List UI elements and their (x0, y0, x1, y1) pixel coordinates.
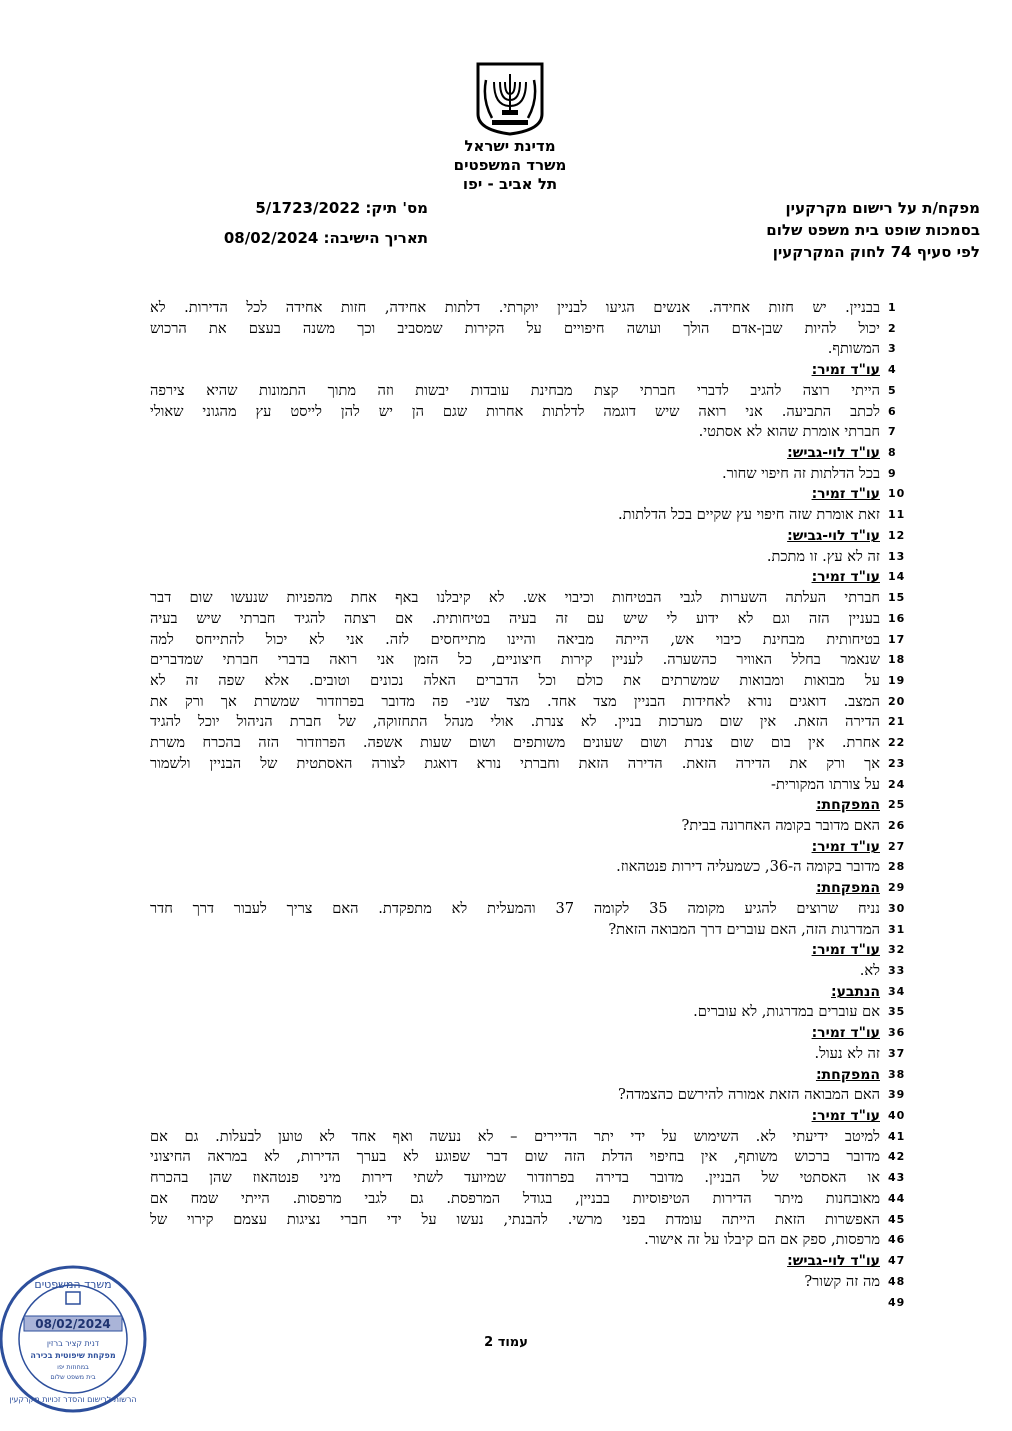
transcript-line (150, 961, 910, 982)
transcript-line (150, 609, 910, 630)
line-number: 16 (888, 611, 906, 625)
line-number: 48 (888, 1274, 906, 1288)
line-number: 18 (888, 653, 906, 667)
state-emblem-icon (472, 60, 548, 136)
speaker-line (150, 982, 880, 1003)
transcript-line (150, 982, 910, 1003)
transcript-line (150, 775, 910, 796)
speaker-label: עו"ד זמיר: (811, 942, 880, 959)
transcript-line (150, 547, 910, 568)
transcript-body (150, 298, 910, 1313)
speaker-line (150, 567, 880, 588)
line-number: 28 (888, 860, 906, 874)
transcript-line (150, 422, 910, 443)
line-number: 11 (888, 508, 906, 522)
line-text: הייתי רוצה להגיב לדברי חברתי קצת מבחינת עובדות יבשות וזה מתוך התמונות שהיא צירפה (150, 381, 880, 399)
transcript-line (150, 816, 910, 837)
line-text: או האסתטי של הבניין. מדובר בדירה בפרוזדור שמיועד לשתי דירות מיני פנטהאוז שהן בהכרח (150, 1169, 880, 1187)
line-number: 42 (888, 1150, 906, 1164)
speaker-line (150, 940, 880, 961)
line-number: 30 (888, 901, 906, 915)
line-number: 20 (888, 694, 906, 708)
line-text: בעניין הזה וגם לא ידוע לי שיש עם זה בעיה בטיחותית. אם רצתה להגיד חברתי שיש בעיה (150, 609, 880, 627)
line-text: המשותף. (827, 340, 880, 358)
transcript-line (150, 671, 910, 692)
line-number: 4 (888, 363, 897, 377)
line-number: 10 (888, 487, 906, 501)
speaker-line (150, 360, 880, 381)
line-number: 45 (888, 1212, 906, 1226)
line-text: שנאמר בחלל האוויר כהשערה. לעניין קירות חיצוניים, כל הזמן אני רואה בדברי חברתי שמדברים (150, 651, 880, 669)
line-number: 47 (888, 1254, 906, 1268)
case-info (168, 197, 428, 257)
transcript-line (150, 1251, 910, 1272)
line-number: 46 (888, 1233, 906, 1247)
line-text: המדרגות הזה, האם עוברים דרך המבואה הזאת? (608, 920, 880, 938)
line-text: חברתי אומרת שהוא לא אסתטי. (698, 423, 880, 441)
transcript-line (150, 1147, 910, 1168)
line-number: 40 (888, 1109, 906, 1123)
speaker-label: עו"ד זמיר: (811, 486, 880, 503)
stamp-text: במחוזות יפו (57, 1363, 89, 1371)
line-number: 8 (888, 446, 897, 460)
line-number: 39 (888, 1088, 906, 1102)
line-text: בטיחותית מבחינת כיבוי אש, הייתה מביאה והיינו מתייחסים לזה. אני לא יכול להתייחס למה (150, 630, 880, 648)
stamp-text: 08/02/2024 (35, 1317, 111, 1331)
line-number: 25 (888, 798, 906, 812)
line-text: מאובחנות מיתר הדירות הטיפוסיות בבניין, בגודל המרפסת. גם לגבי מרפסות. הייתי שמח אם (150, 1189, 880, 1207)
page-number: עמוד 2 (484, 1335, 528, 1350)
transcript-line (150, 899, 910, 920)
transcript-line (150, 754, 910, 775)
speaker-line (150, 484, 880, 505)
transcript-line (150, 464, 910, 485)
line-number: 35 (888, 1005, 906, 1019)
transcript-line (150, 381, 910, 402)
header-line: משרד המשפטים (453, 156, 567, 174)
header-line: מפקח/ת על רישום מקרקעין (785, 199, 980, 217)
line-text: למיטב ידיעתי לא. השימוש על ידי יתר הדיירים – לא נעשה ואף אחד לא טוען לבעלות. גם אם (150, 1127, 880, 1145)
transcript-line (150, 1168, 910, 1189)
line-text: בכל הדלתות זה חיפוי שחור. (722, 464, 880, 482)
speaker-line (150, 1023, 880, 1044)
line-text: לא. (859, 962, 880, 979)
transcript-line (150, 1272, 910, 1293)
line-number: 37 (888, 1046, 906, 1060)
transcript-line (150, 1106, 910, 1127)
speaker-label: עו"ד לוי-גביש: (787, 445, 880, 462)
transcript-line (150, 1230, 910, 1251)
stamp-text: משרד המשפטים (34, 1278, 112, 1291)
line-number: 38 (888, 1067, 906, 1081)
hearing-date: תאריך הישיבה: 08/02/2024 (223, 229, 428, 247)
speaker-label: עו"ד לוי-גביש: (787, 527, 880, 544)
line-number: 41 (888, 1129, 906, 1143)
transcript-line (150, 650, 910, 671)
line-text: יכול להיות שבן-אדם הולך ועושה חיפויים על הקירות שמסביב וכך משנה בעצם את הרכוש (150, 319, 880, 337)
line-number: 44 (888, 1191, 906, 1205)
line-number: 22 (888, 736, 906, 750)
line-text: על מבואות ומבואות שמשרתים את כולם וכל הדברים האלה נכונים וטובים. אלא שפה זה לא (150, 671, 880, 689)
line-text: מדובר בקומה ה-36, כשמעליה דירות פנטהאוז. (616, 858, 880, 876)
speaker-label: עו"ד זמיר: (811, 569, 880, 586)
transcript-line (150, 1085, 910, 1106)
speaker-line (150, 1065, 880, 1086)
line-text: אך ורק את הדירה הזאת. הדירה הזאת וחברתי נורא דואגת לצורה האסתטית של הבניין ולשמור (150, 754, 880, 772)
line-text: נניח שרוצים להגיע מקומה 35 לקומה 37 והמעלית לא מתפקדת. האם צריך לעבור דרך חדר (150, 899, 880, 917)
line-number: 33 (888, 964, 906, 977)
transcript-line (150, 1044, 910, 1065)
line-text: על צורתו המקורית- (771, 775, 880, 793)
speaker-line (150, 1106, 880, 1127)
line-text: מרפסות, ספק אם הם קיבלו על זה אישור. (644, 1231, 880, 1249)
transcript-line (150, 505, 910, 526)
speaker-label: המפקחת: (815, 1066, 880, 1083)
transcript-line (150, 1127, 910, 1148)
line-text: אם עוברים במדרגות, לא עוברים. (693, 1003, 880, 1021)
line-number: 13 (888, 549, 906, 563)
speaker-line (150, 795, 880, 816)
transcript-line (150, 940, 910, 961)
line-number: 32 (888, 943, 906, 957)
transcript-line (150, 878, 910, 899)
line-number: 36 (888, 1026, 906, 1040)
line-number: 26 (888, 818, 906, 832)
ministry-header (380, 137, 640, 194)
transcript-line (150, 1002, 910, 1023)
transcript-line (150, 484, 910, 505)
header-line: לפי סעיף 74 לחוק המקרקעין (772, 243, 980, 261)
transcript-line (150, 298, 910, 319)
transcript-line (150, 1210, 910, 1231)
transcript-line (150, 712, 910, 733)
line-number: 17 (888, 632, 906, 646)
stamp-text: הרשות לרישום והסדר זכויות מקרקעין (9, 1395, 137, 1404)
speaker-label: עו"ד זמיר: (811, 1108, 880, 1125)
authority-header (660, 197, 980, 263)
line-text: לכתב התביעה. אני רואה שיש דוגמה לדלתות אחרות שגם הן יש להן לייסט עץ מהגוני שאולי (150, 402, 880, 420)
transcript-line (150, 319, 910, 340)
speaker-label: המפקחת: (815, 880, 880, 897)
header-line: מדינת ישראל (464, 137, 556, 155)
line-number: 23 (888, 756, 906, 770)
speaker-line (150, 443, 880, 464)
line-text: המצב. דואגים נורא לאחידות הבניין מצד אחד. מצד שני- פה מדובר בפרוזדור שמשרת אך ורק את (150, 692, 880, 710)
transcript-line (150, 630, 910, 651)
transcript-line (150, 1065, 910, 1086)
line-number: 5 (888, 383, 897, 397)
line-number: 1 (888, 301, 897, 314)
line-number: 14 (888, 570, 906, 584)
speaker-line (150, 526, 880, 547)
case-number: מס' תיק: 5/1723/2022 (255, 199, 428, 217)
line-number: 27 (888, 839, 906, 853)
line-text: הדירה הזאת. אין שום מערכות בניין. לא צנרת. אולי מנהל התחזוקה, של חברת הניהול יוכל להגיד (150, 713, 880, 731)
line-number: 2 (888, 321, 897, 335)
speaker-label: עו"ד זמיר: (811, 362, 880, 379)
line-text: האפשרות הזאת הייתה עומדת בפני מרשי. להבנתי, נעשו על ידי חברי נציגות עצמם קירוי של (150, 1210, 880, 1228)
transcript-line (150, 733, 910, 754)
line-number: 15 (888, 591, 906, 605)
transcript-line (150, 402, 910, 423)
header-line: בסמכות שופט בית משפט שלום (766, 221, 980, 239)
line-text: חברתי העלתה השערות לגבי הבטיחות וכיבוי אש. לא קיבלנו באף אחת מהפניות שנעשו שום דבר (150, 589, 880, 607)
stamp-text: מפקחת שיפוטית בכירה (30, 1351, 116, 1360)
speaker-line (150, 837, 880, 858)
line-text: זה לא נעול. (814, 1044, 880, 1062)
official-stamp-icon (0, 1264, 148, 1414)
stamp-text: דנית קציר ברזין (46, 1339, 100, 1348)
speaker-label: עו"ד לוי-גביש: (787, 1253, 880, 1270)
line-text: זאת אומרת שזה חיפוי עץ שקיים בכל הדלתות. (617, 506, 880, 524)
line-number: 9 (888, 466, 897, 480)
line-text: זה לא עץ. זו מתכת. (766, 547, 880, 565)
transcript-line (150, 339, 910, 360)
line-text: האם המבואה הזאת אמורה להירשם כהצמדה? (618, 1086, 880, 1104)
line-number: 19 (888, 673, 906, 687)
header-line: תל אביב - יפו (462, 175, 558, 193)
line-text: אחרת. אין בום שום צנרת ושום שעונים משותפים ושום שעות אשפה. הפרוזדור הזה בהכרח משרת (150, 734, 880, 752)
line-number: 29 (888, 881, 906, 895)
speaker-label: עו"ד זמיר: (811, 838, 880, 855)
transcript-line (150, 795, 910, 816)
transcript-line (150, 1023, 910, 1044)
transcript-line (150, 692, 910, 713)
line-number: 24 (888, 777, 906, 791)
transcript-line (150, 857, 910, 878)
line-number: 12 (888, 528, 906, 542)
transcript-line (150, 443, 910, 464)
speaker-line (150, 878, 880, 899)
line-number: 21 (888, 715, 906, 729)
line-number: 49 (888, 1295, 906, 1309)
transcript-line (150, 1293, 910, 1314)
line-text: בבניין. יש חזות אחידה. אנשים הגיעו לבניין יוקרתי. דלתות אחידה, חזות אחידה לכל הדירות. לא (150, 299, 880, 316)
line-number: 3 (888, 342, 897, 356)
line-text: מה זה קשור? (804, 1272, 880, 1290)
line-text: מדובר ברכוש משותף, אין בחיפוי הדלת הזה שום דבר שפוגע לא בערך הדירות, לא במראה החיצוני (150, 1148, 880, 1166)
speaker-label: הנתבע: (831, 983, 880, 1000)
line-number: 34 (888, 984, 906, 998)
transcript-line (150, 920, 910, 941)
line-number: 6 (888, 404, 897, 418)
speaker-label: עו"ד זמיר: (811, 1025, 880, 1042)
transcript-line (150, 1189, 910, 1210)
line-text: האם מדובר בקומה האחרונה בבית? (681, 816, 880, 834)
line-number: 43 (888, 1171, 906, 1185)
transcript-line (150, 588, 910, 609)
line-number: 7 (888, 425, 897, 439)
transcript-line (150, 526, 910, 547)
transcript-line (150, 360, 910, 381)
transcript-line (150, 837, 910, 858)
transcript-line (150, 567, 910, 588)
speaker-label: המפקחת: (815, 797, 880, 814)
speaker-line (150, 1251, 880, 1272)
line-number: 31 (888, 922, 906, 936)
stamp-text: בית משפט שלום (50, 1373, 96, 1381)
